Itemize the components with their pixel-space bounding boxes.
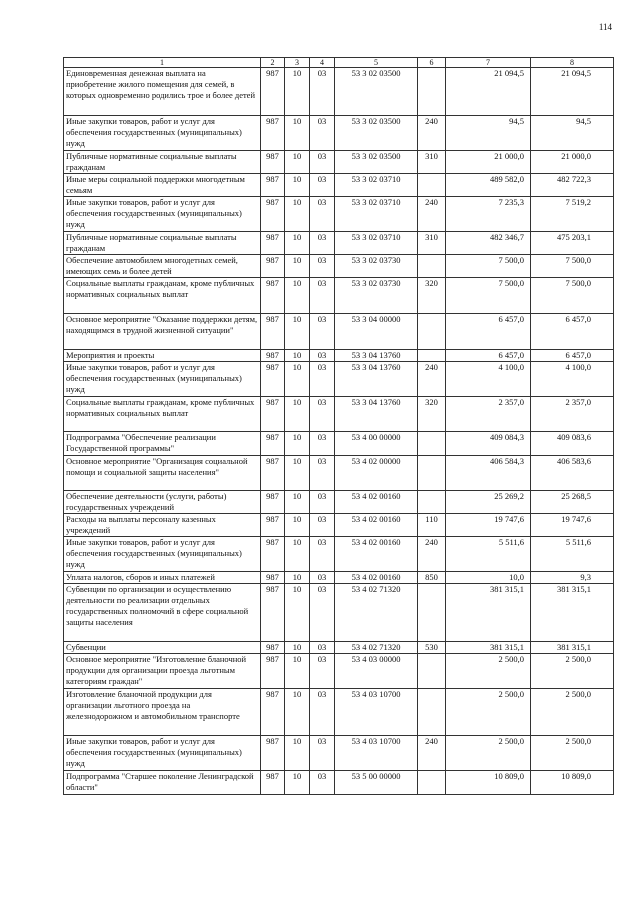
- row-amount-1: 10,0: [446, 572, 531, 584]
- row-expense-type: [418, 68, 446, 116]
- row-expense-type: [418, 771, 446, 795]
- table-row: [64, 151, 614, 174]
- row-amount-1: 7 500,0: [446, 278, 531, 314]
- row-amount-2: 2 357,0: [531, 397, 614, 432]
- row-target-article: 53 4 03 00000: [335, 654, 418, 689]
- table-row: [64, 491, 614, 514]
- row-amount-1: 4 100,0: [446, 362, 531, 397]
- table-row: [64, 362, 614, 397]
- row-name: Обеспечение автомобилем многодетных семей, имеющих семь и более детей: [64, 255, 261, 278]
- row-expense-type: 240: [418, 537, 446, 572]
- row-subsection-code: 03: [310, 116, 335, 151]
- row-subsection-code: 03: [310, 350, 335, 362]
- row-target-article: 53 4 02 00160: [335, 514, 418, 537]
- row-section-code: 10: [285, 174, 310, 197]
- row-subsection-code: 03: [310, 232, 335, 255]
- row-amount-1: 381 315,1: [446, 584, 531, 642]
- row-amount-2: 94,5: [531, 116, 614, 151]
- row-target-article: 53 3 04 00000: [335, 314, 418, 350]
- row-name: Субвенции: [64, 642, 261, 654]
- row-amount-2: 381 315,1: [531, 584, 614, 642]
- row-section-code: 10: [285, 736, 310, 771]
- row-subsection-code: 03: [310, 771, 335, 795]
- row-ministry-code: 987: [261, 174, 285, 197]
- row-section-code: 10: [285, 151, 310, 174]
- row-amount-1: 381 315,1: [446, 642, 531, 654]
- row-target-article: 53 3 02 03500: [335, 116, 418, 151]
- row-target-article: 53 4 02 71320: [335, 642, 418, 654]
- header-cell: 8: [531, 58, 614, 68]
- row-target-article: 53 3 02 03500: [335, 151, 418, 174]
- row-ministry-code: 987: [261, 642, 285, 654]
- budget-table: [63, 57, 614, 795]
- header-cell: 6: [418, 58, 446, 68]
- row-amount-1: 2 500,0: [446, 736, 531, 771]
- row-amount-1: 10 809,0: [446, 771, 531, 795]
- row-section-code: 10: [285, 362, 310, 397]
- row-section-code: 10: [285, 491, 310, 514]
- row-ministry-code: 987: [261, 736, 285, 771]
- row-target-article: 53 4 03 10700: [335, 736, 418, 771]
- row-section-code: 10: [285, 314, 310, 350]
- row-target-article: 53 4 02 00000: [335, 456, 418, 491]
- row-target-article: 53 3 02 03710: [335, 197, 418, 232]
- row-expense-type: [418, 314, 446, 350]
- row-target-article: 53 3 04 13760: [335, 397, 418, 432]
- row-ministry-code: 987: [261, 116, 285, 151]
- row-name: Основное мероприятие "Изготовление бланочной продукции для организации проезда льготным категориям граждан": [64, 654, 261, 689]
- row-expense-type: [418, 350, 446, 362]
- row-section-code: 10: [285, 689, 310, 736]
- row-amount-1: 94,5: [446, 116, 531, 151]
- row-amount-2: 10 809,0: [531, 771, 614, 795]
- header-cell: 1: [64, 58, 261, 68]
- row-amount-2: 19 747,6: [531, 514, 614, 537]
- row-ministry-code: 987: [261, 771, 285, 795]
- row-expense-type: 240: [418, 736, 446, 771]
- row-amount-1: 19 747,6: [446, 514, 531, 537]
- row-ministry-code: 987: [261, 491, 285, 514]
- row-name: Иные закупки товаров, работ и услуг для обеспечения государственных (муниципальных) нужд: [64, 736, 261, 771]
- row-subsection-code: 03: [310, 68, 335, 116]
- row-expense-type: 320: [418, 278, 446, 314]
- row-amount-2: 4 100,0: [531, 362, 614, 397]
- row-ministry-code: 987: [261, 350, 285, 362]
- row-name: Социальные выплаты гражданам, кроме публичных нормативных социальных выплат: [64, 278, 261, 314]
- row-target-article: 53 3 02 03710: [335, 174, 418, 197]
- row-subsection-code: 03: [310, 584, 335, 642]
- row-section-code: 10: [285, 397, 310, 432]
- row-subsection-code: 03: [310, 736, 335, 771]
- row-amount-2: 2 500,0: [531, 736, 614, 771]
- table-row: [64, 314, 614, 350]
- row-target-article: 53 4 03 10700: [335, 689, 418, 736]
- row-target-article: 53 3 04 13760: [335, 362, 418, 397]
- row-name: Иные закупки товаров, работ и услуг для обеспечения государственных (муниципальных) нужд: [64, 362, 261, 397]
- row-name: Расходы на выплаты персоналу казенных учреждений: [64, 514, 261, 537]
- row-subsection-code: 03: [310, 654, 335, 689]
- row-name: Иные закупки товаров, работ и услуг для обеспечения государственных (муниципальных) нужд: [64, 197, 261, 232]
- row-ministry-code: 987: [261, 572, 285, 584]
- row-expense-type: [418, 456, 446, 491]
- row-subsection-code: 03: [310, 572, 335, 584]
- row-section-code: 10: [285, 116, 310, 151]
- row-subsection-code: 03: [310, 642, 335, 654]
- row-amount-1: 482 346,7: [446, 232, 531, 255]
- table-row: [64, 255, 614, 278]
- row-name: Публичные нормативные социальные выплаты гражданам: [64, 232, 261, 255]
- row-amount-2: 381 315,1: [531, 642, 614, 654]
- row-name: Социальные выплаты гражданам, кроме публичных нормативных социальных выплат: [64, 397, 261, 432]
- row-expense-type: [418, 255, 446, 278]
- table-row: [64, 456, 614, 491]
- row-amount-1: 6 457,0: [446, 314, 531, 350]
- row-amount-2: 21 000,0: [531, 151, 614, 174]
- row-ministry-code: 987: [261, 654, 285, 689]
- row-target-article: 53 4 02 71320: [335, 584, 418, 642]
- row-section-code: 10: [285, 654, 310, 689]
- row-name: Единовременная денежная выплата на приобретение жилого помещения для семей, в которых одновременно родились трое и более детей: [64, 68, 261, 116]
- row-amount-2: 2 500,0: [531, 689, 614, 736]
- row-expense-type: 310: [418, 151, 446, 174]
- table-row: [64, 68, 614, 116]
- row-amount-2: 409 083,6: [531, 432, 614, 456]
- row-amount-1: 409 084,3: [446, 432, 531, 456]
- row-name: Изготовление бланочной продукции для организации льготного проезда на железнодорожном и автомобильном транспорте: [64, 689, 261, 736]
- row-amount-2: 475 203,1: [531, 232, 614, 255]
- row-section-code: 10: [285, 255, 310, 278]
- row-expense-type: [418, 654, 446, 689]
- row-section-code: 10: [285, 514, 310, 537]
- row-ministry-code: 987: [261, 232, 285, 255]
- row-name: Субвенции по организации и осуществлению деятельности по реализации отдельных государственных полномочий в сфере социальной защиты населения: [64, 584, 261, 642]
- row-ministry-code: 987: [261, 689, 285, 736]
- row-name: Подпрограмма "Обеспечение реализации Государственной программы": [64, 432, 261, 456]
- row-ministry-code: 987: [261, 432, 285, 456]
- row-amount-2: 7 500,0: [531, 278, 614, 314]
- row-ministry-code: 987: [261, 278, 285, 314]
- row-ministry-code: 987: [261, 255, 285, 278]
- row-amount-1: 6 457,0: [446, 350, 531, 362]
- row-expense-type: 240: [418, 197, 446, 232]
- row-subsection-code: 03: [310, 456, 335, 491]
- table-row: [64, 278, 614, 314]
- table-row: [64, 432, 614, 456]
- row-subsection-code: 03: [310, 514, 335, 537]
- row-subsection-code: 03: [310, 174, 335, 197]
- row-expense-type: [418, 584, 446, 642]
- row-section-code: 10: [285, 572, 310, 584]
- page-number: 114: [598, 22, 612, 32]
- row-section-code: 10: [285, 68, 310, 116]
- row-subsection-code: 03: [310, 151, 335, 174]
- row-amount-1: 21 000,0: [446, 151, 531, 174]
- row-name: Основное мероприятие "Организация социальной помощи и социальной защиты населения": [64, 456, 261, 491]
- table-row: [64, 572, 614, 584]
- row-name: Иные закупки товаров, работ и услуг для обеспечения государственных (муниципальных) нужд: [64, 537, 261, 572]
- table-row: [64, 584, 614, 642]
- row-section-code: 10: [285, 350, 310, 362]
- row-ministry-code: 987: [261, 151, 285, 174]
- row-section-code: 10: [285, 232, 310, 255]
- row-expense-type: 530: [418, 642, 446, 654]
- table-header-row: [64, 58, 614, 68]
- row-name: Основное мероприятие "Оказание поддержки детям, находящимся в трудной жизненной ситуации": [64, 314, 261, 350]
- table-row: [64, 116, 614, 151]
- row-amount-1: 7 235,3: [446, 197, 531, 232]
- table-row: [64, 642, 614, 654]
- row-amount-2: 7 519,2: [531, 197, 614, 232]
- row-target-article: 53 3 02 03730: [335, 255, 418, 278]
- table-row: [64, 771, 614, 795]
- row-expense-type: [418, 689, 446, 736]
- table-row: [64, 689, 614, 736]
- row-ministry-code: 987: [261, 68, 285, 116]
- row-section-code: 10: [285, 197, 310, 232]
- row-expense-type: [418, 491, 446, 514]
- header-cell: 4: [310, 58, 335, 68]
- table-row: [64, 232, 614, 255]
- row-amount-1: 2 357,0: [446, 397, 531, 432]
- row-name: Иные меры социальной поддержки многодетным семьям: [64, 174, 261, 197]
- row-amount-1: 5 511,6: [446, 537, 531, 572]
- table-row: [64, 397, 614, 432]
- row-name: Обеспечение деятельности (услуги, работы) государственных учреждений: [64, 491, 261, 514]
- row-ministry-code: 987: [261, 197, 285, 232]
- row-amount-2: 25 268,5: [531, 491, 614, 514]
- row-target-article: 53 3 02 03500: [335, 68, 418, 116]
- row-subsection-code: 03: [310, 432, 335, 456]
- table-row: [64, 174, 614, 197]
- row-expense-type: 240: [418, 362, 446, 397]
- row-target-article: 53 4 02 00160: [335, 537, 418, 572]
- header-cell: 7: [446, 58, 531, 68]
- row-section-code: 10: [285, 642, 310, 654]
- row-expense-type: 320: [418, 397, 446, 432]
- row-name: Публичные нормативные социальные выплаты гражданам: [64, 151, 261, 174]
- row-subsection-code: 03: [310, 397, 335, 432]
- row-ministry-code: 987: [261, 514, 285, 537]
- row-expense-type: 310: [418, 232, 446, 255]
- row-section-code: 10: [285, 456, 310, 491]
- row-section-code: 10: [285, 537, 310, 572]
- row-expense-type: 240: [418, 116, 446, 151]
- header-cell: 2: [261, 58, 285, 68]
- header-cell: 5: [335, 58, 418, 68]
- row-amount-1: 2 500,0: [446, 654, 531, 689]
- row-section-code: 10: [285, 584, 310, 642]
- row-target-article: 53 3 02 03710: [335, 232, 418, 255]
- row-amount-1: 7 500,0: [446, 255, 531, 278]
- row-amount-2: 6 457,0: [531, 350, 614, 362]
- row-name: Подпрограмма "Старшее поколение Ленинградской области": [64, 771, 261, 795]
- table-row: [64, 537, 614, 572]
- row-section-code: 10: [285, 432, 310, 456]
- row-target-article: 53 5 00 00000: [335, 771, 418, 795]
- row-amount-1: 489 582,0: [446, 174, 531, 197]
- row-amount-2: 5 511,6: [531, 537, 614, 572]
- row-ministry-code: 987: [261, 537, 285, 572]
- row-target-article: 53 4 00 00000: [335, 432, 418, 456]
- row-ministry-code: 987: [261, 362, 285, 397]
- row-name: Уплата налогов, сборов и иных платежей: [64, 572, 261, 584]
- row-ministry-code: 987: [261, 584, 285, 642]
- row-expense-type: 110: [418, 514, 446, 537]
- row-amount-2: 21 094,5: [531, 68, 614, 116]
- row-amount-2: 406 583,6: [531, 456, 614, 491]
- row-subsection-code: 03: [310, 537, 335, 572]
- table-row: [64, 654, 614, 689]
- row-amount-2: 7 500,0: [531, 255, 614, 278]
- row-target-article: 53 4 02 00160: [335, 572, 418, 584]
- row-amount-2: 2 500,0: [531, 654, 614, 689]
- row-amount-2: 482 722,3: [531, 174, 614, 197]
- row-expense-type: 850: [418, 572, 446, 584]
- row-name: Мероприятия и проекты: [64, 350, 261, 362]
- row-expense-type: [418, 432, 446, 456]
- row-subsection-code: 03: [310, 278, 335, 314]
- row-ministry-code: 987: [261, 397, 285, 432]
- row-ministry-code: 987: [261, 314, 285, 350]
- row-subsection-code: 03: [310, 689, 335, 736]
- row-amount-2: 6 457,0: [531, 314, 614, 350]
- row-amount-1: 25 269,2: [446, 491, 531, 514]
- row-subsection-code: 03: [310, 362, 335, 397]
- row-section-code: 10: [285, 771, 310, 795]
- row-target-article: 53 3 04 13760: [335, 350, 418, 362]
- row-target-article: 53 3 02 03730: [335, 278, 418, 314]
- header-cell: 3: [285, 58, 310, 68]
- table-row: [64, 350, 614, 362]
- row-amount-2: 9,3: [531, 572, 614, 584]
- table-row: [64, 736, 614, 771]
- row-subsection-code: 03: [310, 197, 335, 232]
- row-name: Иные закупки товаров, работ и услуг для обеспечения государственных (муниципальных) нужд: [64, 116, 261, 151]
- table-row: [64, 514, 614, 537]
- row-section-code: 10: [285, 278, 310, 314]
- row-amount-1: 21 094,5: [446, 68, 531, 116]
- row-target-article: 53 4 02 00160: [335, 491, 418, 514]
- row-subsection-code: 03: [310, 314, 335, 350]
- row-expense-type: [418, 174, 446, 197]
- row-amount-1: 406 584,3: [446, 456, 531, 491]
- row-subsection-code: 03: [310, 255, 335, 278]
- row-ministry-code: 987: [261, 456, 285, 491]
- row-amount-1: 2 500,0: [446, 689, 531, 736]
- row-subsection-code: 03: [310, 491, 335, 514]
- table-row: [64, 197, 614, 232]
